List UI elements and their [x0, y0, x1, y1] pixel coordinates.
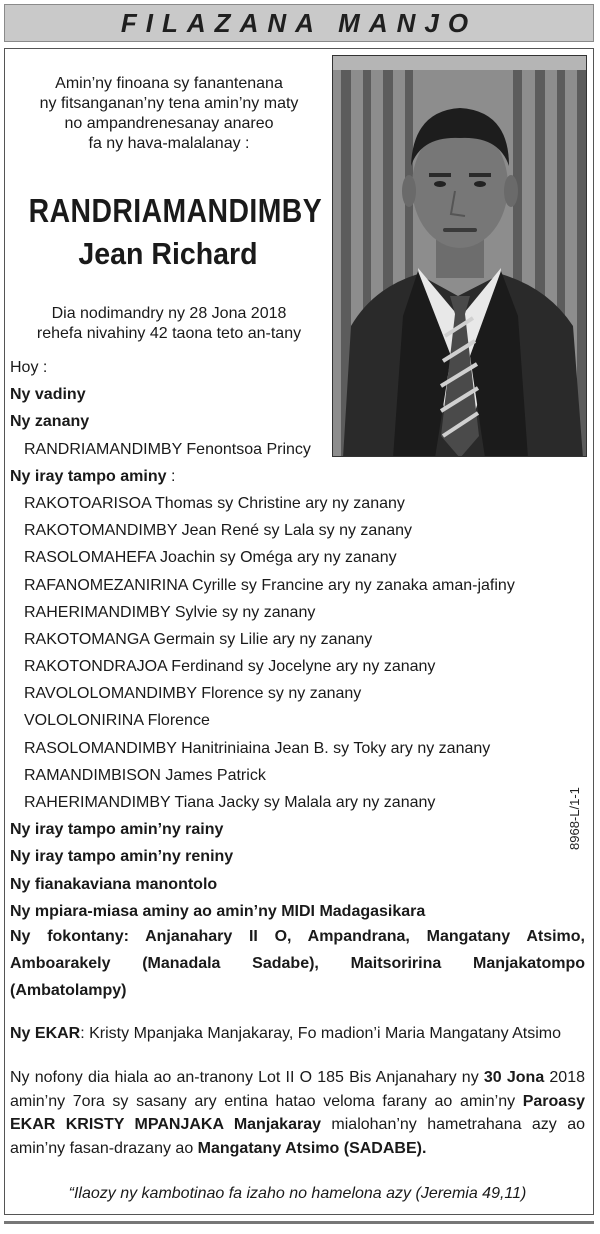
deceased-surname: RANDRIAMANDIMBY: [28, 192, 323, 229]
reference-code: 8968-L/1-1: [567, 787, 582, 850]
colleagues-heading: Ny mpiara-miasa aminy ao amin’ny MIDI Madagasikara: [10, 902, 426, 920]
sibling-item: RAKOTOARISOA Thomas sy Christine ary ny zanany: [24, 494, 405, 512]
funeral-text-2: 2018 amin’ny 7ora sy sasany ary entina hatao veloma farany ao amin’ny: [10, 1069, 585, 1110]
sibling-item: RAKOTOMANDIMBY Jean René sy Lala sy ny zanany: [24, 522, 413, 540]
sibling-item: RAHERIMANDIMBY Tiana Jacky sy Malala ary ny zanany: [24, 794, 436, 811]
ekar-label: Ny EKAR: [10, 1025, 81, 1042]
maternal-relatives-heading: Ny iray tampo amin’ny reniny: [10, 848, 234, 866]
intro-text: [10, 74, 328, 154]
death-notice: [10, 304, 328, 344]
bible-quote: “Ilaozy ny kambotinao fa izaho no hamelona azy (Jeremia 49,11): [68, 1185, 527, 1202]
sibling-item: RAKOTONDRAJOA Ferdinand sy Jocelyne ary ny zanany: [24, 658, 436, 676]
sibling-item: RAKOTOMANGA Germain sy Lilie ary ny zanany: [24, 630, 373, 648]
siblings-heading-label: Ny iray tampo aminy: [10, 467, 167, 485]
funeral-date: 30 Jona: [483, 1069, 545, 1086]
announcement-title: FILAZANA MANJO: [120, 7, 478, 38]
death-line: rehefa nivahiny 42 taona teto an-tany: [36, 325, 302, 342]
sibling-item: RAHERIMANDIMBY Sylvie sy ny zanany: [24, 603, 316, 621]
paternal-relatives-heading: Ny iray tampo amin’ny rainy: [10, 821, 224, 839]
sibling-item: RAMANDIMBISON James Patrick: [24, 766, 266, 784]
intro-line: no ampandrenesanay anareo: [64, 115, 274, 132]
intro-line: ny fitsanganan’ny tena amin’ny maty: [39, 95, 299, 112]
sibling-item: RAFANOMEZANIRINA Cyrille sy Francine ary ny zanaka aman-jafiny: [24, 576, 515, 594]
death-line: Dia nodimandry ny 28 Jona 2018: [51, 305, 287, 322]
spouse-heading: Ny vadiny: [10, 386, 86, 404]
siblings-heading-suffix: :: [166, 467, 176, 485]
whole-family-heading: Ny fianakaviana manontolo: [10, 875, 218, 893]
sibling-item: RASOLOMAHEFA Joachin sy Oméga ary ny zanany: [24, 549, 397, 567]
fokontany-paragraph: Ny fokontany: Anjanahary II O, Ampandrana, Mangatany Atsimo, Amboarakely (Manadala Sadabe), Maitsoririna Manjakatompo (Ambatolampy): [10, 928, 585, 999]
bottom-rule: [4, 1221, 594, 1224]
family-list: [10, 354, 585, 925]
ekar-text: : Kristy Mpanjaka Manjakaray, Fo madion’i Maria Mangatany Atsimo: [80, 1025, 562, 1042]
intro-line: Amin’ny finoana sy fanantenana: [55, 75, 283, 92]
children-heading: Ny zanany: [10, 413, 90, 431]
sibling-item: VOLOLONIRINA Florence: [24, 712, 210, 730]
funeral-paragraph: [10, 1066, 585, 1160]
hoy-label: Hoy :: [10, 359, 48, 376]
child-name: RANDRIAMANDIMBY Fenontsoa Princy: [24, 440, 311, 458]
deceased-given-name: Jean Richard: [78, 236, 258, 271]
sibling-item: RASOLOMANDIMBY Hanitriniaina Jean B. sy Toky ary ny zanany: [24, 739, 491, 757]
intro-line: fa ny hava-malalanay :: [88, 135, 250, 152]
ekar-paragraph: [10, 1020, 585, 1047]
funeral-text-3: mialohan’ny hametrahana azy ao amin’ny fasan-drazany ao: [10, 1116, 585, 1157]
sibling-item: RAVOLOLOMANDIMBY Florence sy ny zanany: [24, 685, 362, 703]
header-banner: [4, 4, 594, 42]
funeral-text-1: Ny nofony dia hiala ao an-tranony Lot II O 185 Bis Anjanahary ny: [10, 1069, 484, 1086]
siblings-heading: [10, 463, 585, 490]
funeral-place: Mangatany Atsimo (SADABE).: [197, 1139, 427, 1157]
funeral-church: Paroasy EKAR KRISTY MPANJAKA Manjakaray: [10, 1092, 585, 1133]
